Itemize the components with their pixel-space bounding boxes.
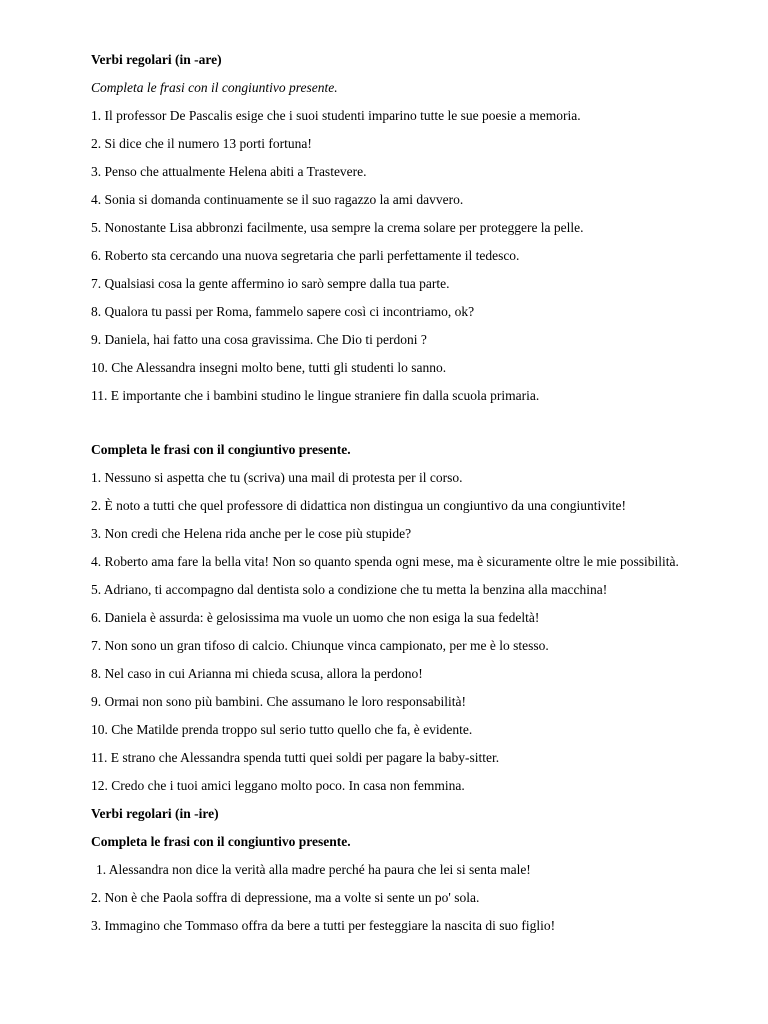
exercise-item: 4. Roberto ama fare la bella vita! Non so quanto spenda ogni mese, ma è sicuramente oltre le mie possibilità.: [91, 554, 679, 569]
exercise-item: 10. Che Alessandra insegni molto bene, tutti gli studenti lo sanno.: [91, 360, 447, 375]
exercise-item: 2. Non è che Paola soffra di depressione, ma a volte si sente un po' sola.: [91, 890, 480, 905]
exercise-item: 1. Alessandra non dice la verità alla madre perché ha paura che lei si senta male!: [96, 862, 531, 877]
section-instruction: Completa le frasi con il congiuntivo presente.: [91, 834, 351, 849]
exercise-item: 5. Adriano, ti accompagno dal dentista solo a condizione che tu metta la benzina alla macchina!: [91, 582, 608, 597]
section-title: Verbi regolari (in -are): [91, 52, 222, 67]
exercise-item: 12. Credo che i tuoi amici leggano molto poco. In casa non femmina.: [91, 778, 465, 793]
exercise-item: 2. Si dice che il numero 13 porti fortuna!: [91, 136, 312, 151]
exercise-item: 3. Immagino che Tommaso offra da bere a tutti per festeggiare la nascita di suo figlio!: [91, 918, 556, 933]
exercise-item: 9. Ormai non sono più bambini. Che assumano le loro responsabilità!: [91, 694, 466, 709]
exercise-item: 7. Non sono un gran tifoso di calcio. Chiunque vinca campionato, per me è lo stesso.: [91, 638, 549, 653]
exercise-item: 4. Sonia si domanda continuamente se il suo ragazzo la ami davvero.: [91, 192, 464, 207]
exercise-item: 8. Qualora tu passi per Roma, fammelo sapere così ci incontriamo, ok?: [91, 304, 475, 319]
section-instruction: Completa le frasi con il congiuntivo presente.: [91, 80, 338, 95]
section-are: [91, 51, 711, 415]
exercise-item: 6. Daniela è assurda: è gelosissima ma vuole un uomo che non esiga la sua fedeltà!: [91, 610, 540, 625]
section-title: Verbi regolari (in -ire): [91, 806, 219, 821]
exercise-item: 6. Roberto sta cercando una nuova segretaria che parli perfettamente il tedesco.: [91, 248, 520, 263]
exercise-item: 8. Nel caso in cui Arianna mi chieda scusa, allora la perdono!: [91, 666, 423, 681]
exercise-item: 2. È noto a tutti che quel professore di didattica non distingua un congiuntivo da una congiuntivite!: [91, 498, 627, 513]
exercise-item: 5. Nonostante Lisa abbronzi facilmente, usa sempre la crema solare per proteggere la pelle.: [91, 220, 584, 235]
exercise-item: 7. Qualsiasi cosa la gente affermino io sarò sempre dalla tua parte.: [91, 276, 450, 291]
exercise-item: 11. E strano che Alessandra spenda tutti quei soldi per pagare la baby-sitter.: [91, 750, 500, 765]
exercise-item: 1. Il professor De Pascalis esige che i suoi studenti imparino tutte le sue poesie a memoria.: [91, 108, 581, 123]
exercise-item: 3. Penso che attualmente Helena abiti a Trastevere.: [91, 164, 367, 179]
section-title: Completa le frasi con il congiuntivo presente.: [91, 442, 351, 457]
exercise-item: 1. Nessuno si aspetta che tu (scriva) una mail di protesta per il corso.: [91, 470, 463, 485]
section-exercise-two: [91, 441, 711, 945]
exercise-item: 11. E importante che i bambini studino le lingue straniere fin dalla scuola primaria.: [91, 388, 540, 403]
exercise-item: 3. Non credi che Helena rida anche per le cose più stupide?: [91, 526, 412, 541]
exercise-item: 9. Daniela, hai fatto una cosa gravissima. Che Dio ti perdoni ?: [91, 332, 427, 347]
exercise-item: 10. Che Matilde prenda troppo sul serio tutto quello che fa, è evidente.: [91, 722, 473, 737]
